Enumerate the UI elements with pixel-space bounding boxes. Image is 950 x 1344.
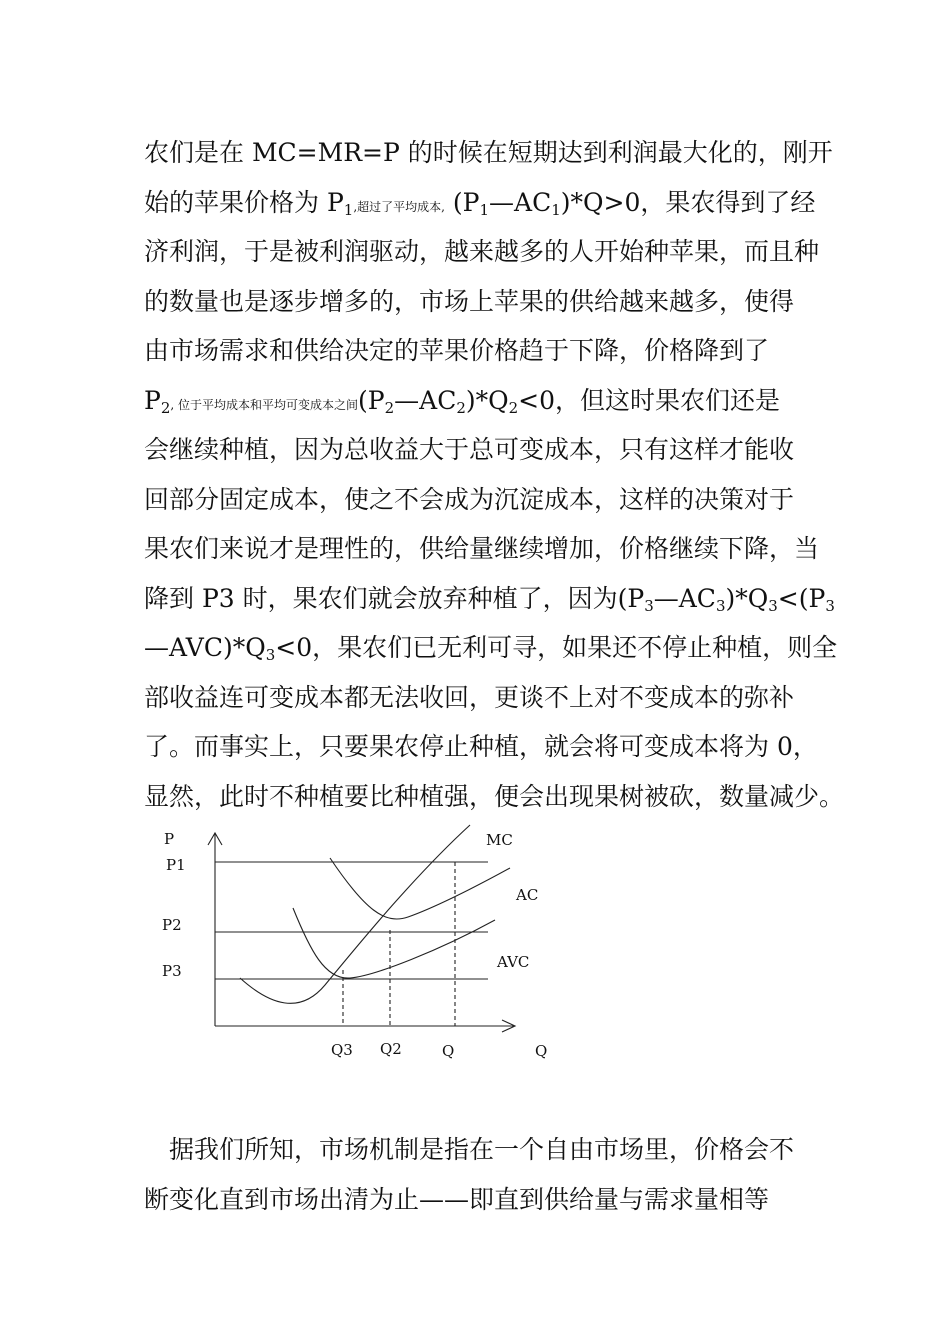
text-line: 始的苹果价格为 $P_1$,超过了平均成本, $(P_1—AC_1)*Q>0$，果农得到了经	[144, 187, 816, 219]
mc-curve	[240, 825, 470, 1003]
text-line: $—AVC)*Q_3<0$，果农们已无利可寻，如果还不停止种植，则全	[144, 633, 838, 664]
avc-label: AVC	[497, 953, 530, 971]
text-line: 的数量也是逐步增多的，市场上苹果的供给越来越多，使得	[144, 286, 795, 316]
q-label: Q	[442, 1042, 455, 1060]
cost-curves-diagram	[150, 820, 570, 1070]
cost-curves-figure	[150, 820, 570, 1070]
paragraph-2	[144, 1125, 824, 1224]
text-line: 降到 P3 时，果农们就会放弃种植了，因为$(P_3—AC_3)*Q_3<(P_3$	[144, 583, 835, 615]
text-line: 济利润，于是被利润驱动，越来越多的人开始种苹果，而且种	[144, 237, 820, 266]
text-line: 据我们所知，市场机制是指在一个自由市场里，价格会不	[169, 1135, 795, 1164]
q-axis-label: Q	[535, 1042, 548, 1060]
paragraph-1	[144, 128, 845, 821]
p1-label: P1	[166, 856, 186, 874]
p2-label: P2	[162, 916, 182, 934]
q2-label: Q2	[380, 1040, 402, 1058]
ac-curve	[330, 858, 510, 919]
text-line: 由市场需求和供给决定的苹果价格趋于下降，价格降到了	[144, 336, 770, 365]
mc-label: MC	[486, 831, 513, 849]
text-line: $P_2$, 位于平均成本和平均可变成本之间$(P_2—AC_2)*Q_2<0$，但这时果农们还是	[144, 385, 781, 417]
q3-label: Q3	[331, 1041, 353, 1059]
ac-label: AC	[516, 886, 539, 904]
text-line: 部收益连可变成本都无法收回，更谈不上对不变成本的弥补	[144, 682, 795, 712]
text-line: 了。而事实上，只要果农停止种植，就会将可变成本将为 0，	[144, 732, 818, 761]
text-line: 显然，此时不种植要比种植强，便会出现果树被砍，数量减少。	[144, 781, 845, 811]
text-line: 农们是在 MC=MR=P 的时候在短期达到利润最大化的，刚开	[144, 138, 833, 167]
text-line: 果农们来说才是理性的，供给量继续增加，价格继续下降，当	[144, 534, 820, 563]
text-line: 断变化直到市场出清为止——即直到供给量与需求量相等	[144, 1184, 770, 1214]
text-line: 会继续种植，因为总收益大于总可变成本，只有这样才能收	[144, 435, 795, 464]
p-axis-label: P	[164, 830, 175, 848]
text-line: 回部分固定成本，使之不会成为沉淀成本，这样的决策对于	[144, 484, 795, 514]
p3-label: P3	[162, 962, 182, 980]
